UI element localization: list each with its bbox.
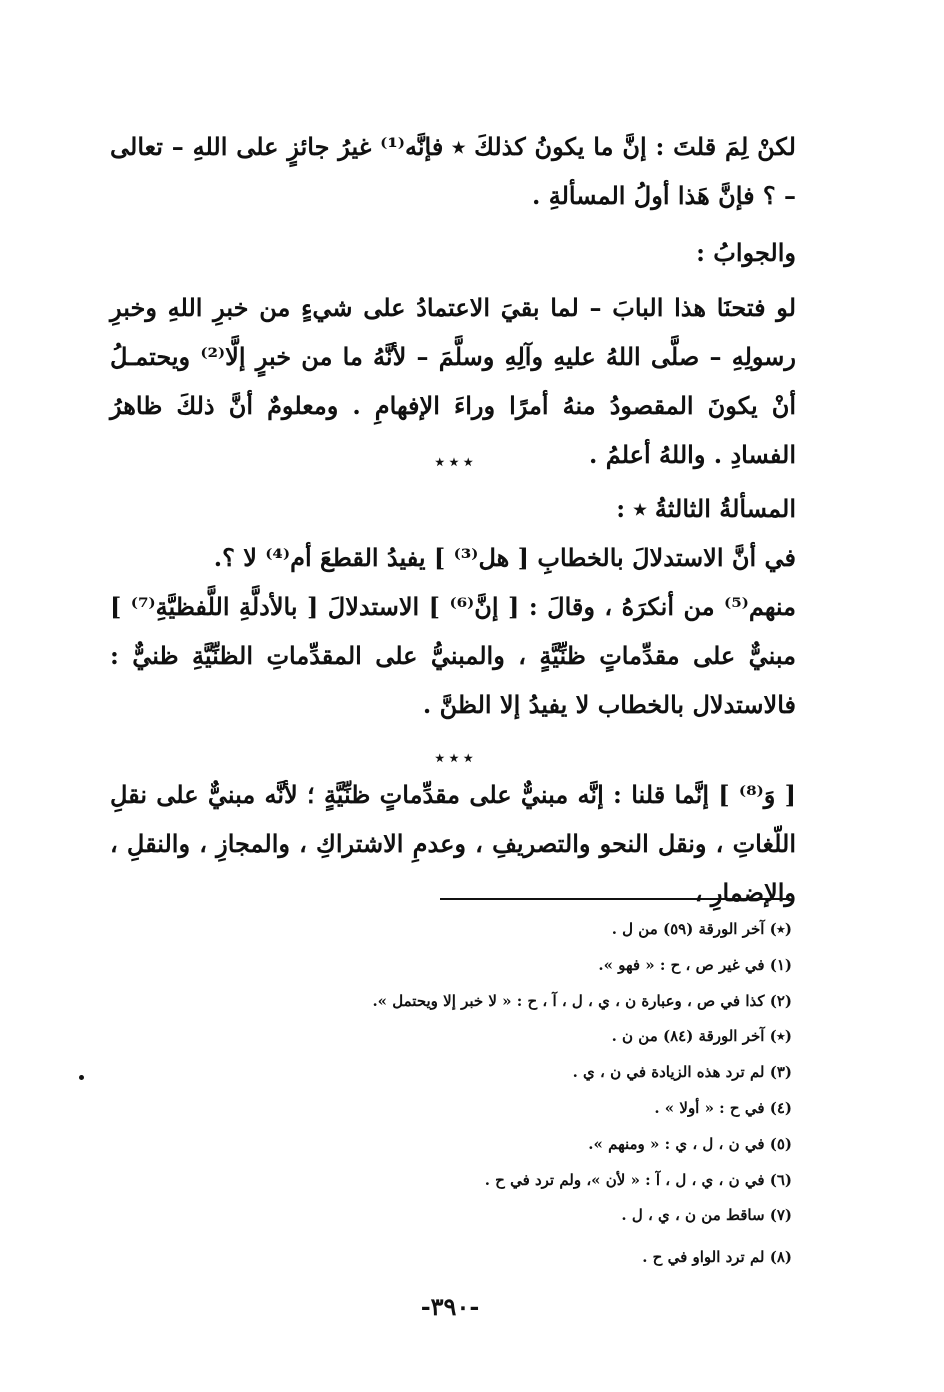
section-divider-1: ٭ ٭ ٭ <box>435 452 473 471</box>
footnote: (٣) لم ترد هذه الزيادة في ن ، ي . <box>572 1063 792 1082</box>
footnote: (١) في غير ص ، ح : « فهو ». <box>598 955 792 974</box>
footnote: (٥) في ن ، ل ، ي : « ومنهم ». <box>588 1134 792 1153</box>
answer-paragraph: لو فتحنَا هذا البابَ – لما بقيَ الاعتمادُ على شيءٍ من خبرِ اللهِ وخبرِ رسولِهِ – صلَّى اللهُ عليهِ وآلِهِ وسلَّمَ – لأنَّهُ ما من خبرٍ إلَّا⁽²⁾ ويحتمـلُ أنْ يكونَ المقصودُ منهُ أمرًا وراءَ الإفهامِ . ومعلومٌ أنَّ ذلكَ ظاهرُ الفسادِ . واللهُ أعلمُ . <box>110 293 797 469</box>
third-issue-paragraph: منهم⁽⁵⁾ من أنكرَهُ ، وقالَ : [ إنَّ⁽⁶⁾ ] الاستدلالَ [ بالأدلَّةِ اللَّفظيَّةِ⁽⁷⁾ ] مبنيٌّ على مقدِّماتٍ ظنِّيَّةٍ ، والمبنيُّ على المقدِّماتِ الظنِّيَّةِ ظنيٌّ : فالاستدلال بالخطاب لا يفيدُ إلا الظنَّ . <box>110 592 797 719</box>
footnote: (٭) آخر الورقة (٨٤) من ن . <box>611 1027 792 1046</box>
footnote: (٦) في ن ، ي ، ل ، آ : « لأن »، ولم ترد في ح . <box>484 1170 792 1189</box>
footnotes <box>250 912 792 1276</box>
third-issue-block <box>110 484 796 729</box>
third-issue-heading: المسألةُ الثالثةُ ٭ : <box>616 494 796 523</box>
footnote-divider <box>440 898 790 900</box>
page-number: -٣٩٠- <box>420 1292 480 1321</box>
section-divider-2: ٭ ٭ ٭ <box>435 748 473 767</box>
footnote: (٤) في ح : « أولا » . <box>654 1098 792 1117</box>
answer-block <box>110 228 796 479</box>
question-paragraph: لكنْ لِمَ قلتَ : إنَّ ما يكونُ كذلكَ ٭ فإنَّه⁽¹⁾ غيرُ جائزٍ على اللهِ – تعالى – ؟ فإنَّ هَذا أولُ المسألةِ . <box>110 132 796 210</box>
footnote: (٨) لم ترد الواو في ح . <box>642 1248 792 1267</box>
footnote: (٭) آخر الورقة (٥٩) من ل . <box>611 920 792 938</box>
footnote: (٢) كذا في ص ، وعبارة ن ، ي ، ل ، آ ، ح : « لا خبر إلا ويحتمل ». <box>372 991 792 1010</box>
continuation-block <box>110 770 796 917</box>
footnote: (٧) ساقط من ن ، ي ، ل . <box>621 1206 792 1225</box>
question-block <box>110 122 796 220</box>
answer-heading: والجوابُ : <box>696 238 796 267</box>
stray-ink-dot <box>79 1075 84 1080</box>
third-issue-subtitle: في أنَّ الاستدلالَ بالخطابِ [ هل⁽³⁾ ] يفيدُ القطعَ أم⁽⁴⁾ لا ؟. <box>213 543 796 572</box>
continuation-paragraph: [ وَ⁽⁸⁾ ] إنَّما قلنا : إنَّه مبنيٌّ على مقدِّماتٍ ظنِّيَّةٍ ؛ لأنَّه مبنيٌّ على نقلِ اللّغاتِ ، ونقل النحو والتصريفِ ، وعدمِ الاشتراكِ ، والمجازِ ، والنقلِ ، والإضمارِ ، <box>110 780 796 907</box>
